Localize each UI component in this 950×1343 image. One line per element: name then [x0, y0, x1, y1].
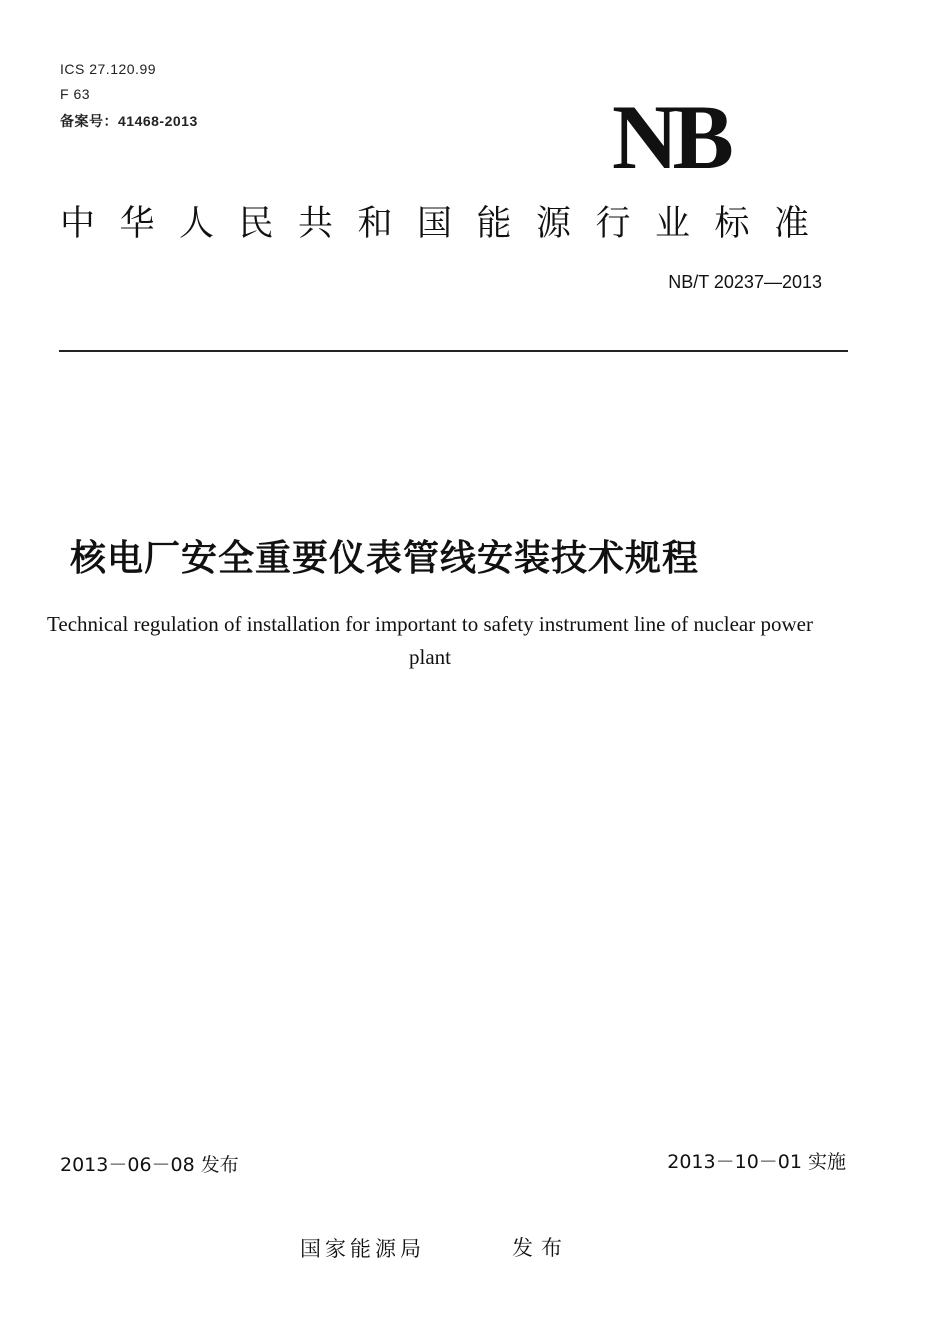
- issue-date: 2013－06－08 发布: [60, 1154, 239, 1176]
- english-title: Technical regulation of installation for important to safety instrument line of nuclear power plant: [47, 612, 813, 669]
- record-number: 备案号：41468-2013: [60, 113, 198, 129]
- chinese-title: 核电厂安全重要仪表管线安装技术规程: [70, 538, 700, 579]
- divider-rule: [59, 350, 848, 352]
- issuer-action: 发布: [512, 1236, 570, 1260]
- issuer-name: 国家能源局: [300, 1237, 425, 1261]
- nb-logo: NB: [612, 86, 728, 188]
- ics-code: ICS 27.120.99: [60, 61, 157, 77]
- standard-number: NB/T 20237—2013: [668, 272, 822, 292]
- ccs-code: F 63: [60, 86, 91, 102]
- effective-date: 2013－10－01 实施: [667, 1151, 846, 1173]
- org-title: 中华人民共和国能源行业标准: [60, 204, 834, 244]
